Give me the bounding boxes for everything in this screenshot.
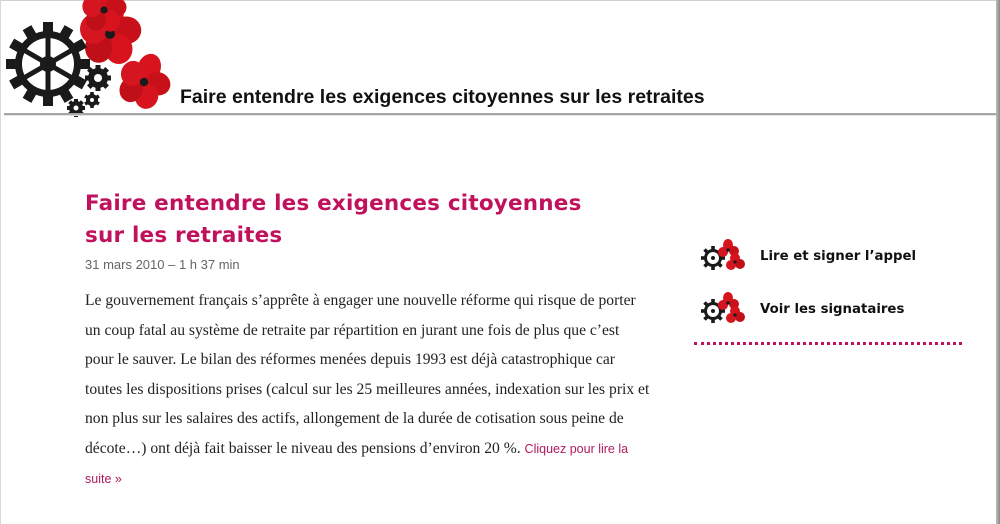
gear-poppy-icon xyxy=(694,236,746,276)
article-body-text: Le gouvernement français s’apprête à engager une nouvelle réforme qui risque de porter un coup fatal au système de retraite par répartition en jurant une fois de plus que c’est pour le sauver. Le bilan des réformes menées depuis 1993 est déjà catastrophique car toutes les dispositions prises (calcul sur les 25 meilleures années, indexation sur les prix et non plus sur les salaires des actifs, allongement de la durée de cotisation sous peine de décote…) ont déjà fait baisser le niveau des pensions d’environ 20 %. xyxy=(85,292,650,457)
sign-appeal-link[interactable] xyxy=(694,236,966,276)
gears-and-poppies-logo[interactable] xyxy=(4,0,174,120)
view-signatories-link[interactable] xyxy=(694,289,966,329)
article-body xyxy=(85,286,650,495)
gear-poppy-icon xyxy=(694,289,746,329)
site-header xyxy=(0,0,996,116)
article-title[interactable]: Faire entendre les exigences citoyennes sur les retraites xyxy=(85,191,582,248)
read-more-link[interactable]: Cliquez pour lire la suite » xyxy=(85,441,629,486)
sign-appeal-label[interactable]: Lire et signer l’appel xyxy=(760,248,917,264)
article xyxy=(85,188,665,495)
window-scrollbar-edge xyxy=(996,0,1000,524)
sidebar xyxy=(694,236,966,345)
article-date: 31 mars 2010 – 1 h 37 min xyxy=(85,257,240,272)
view-signatories-label[interactable]: Voir les signataires xyxy=(760,301,905,317)
header-divider-shadow xyxy=(4,115,996,116)
sidebar-dotted-divider xyxy=(694,342,962,345)
site-title[interactable]: Faire entendre les exigences citoyennes sur les retraites xyxy=(180,86,705,108)
